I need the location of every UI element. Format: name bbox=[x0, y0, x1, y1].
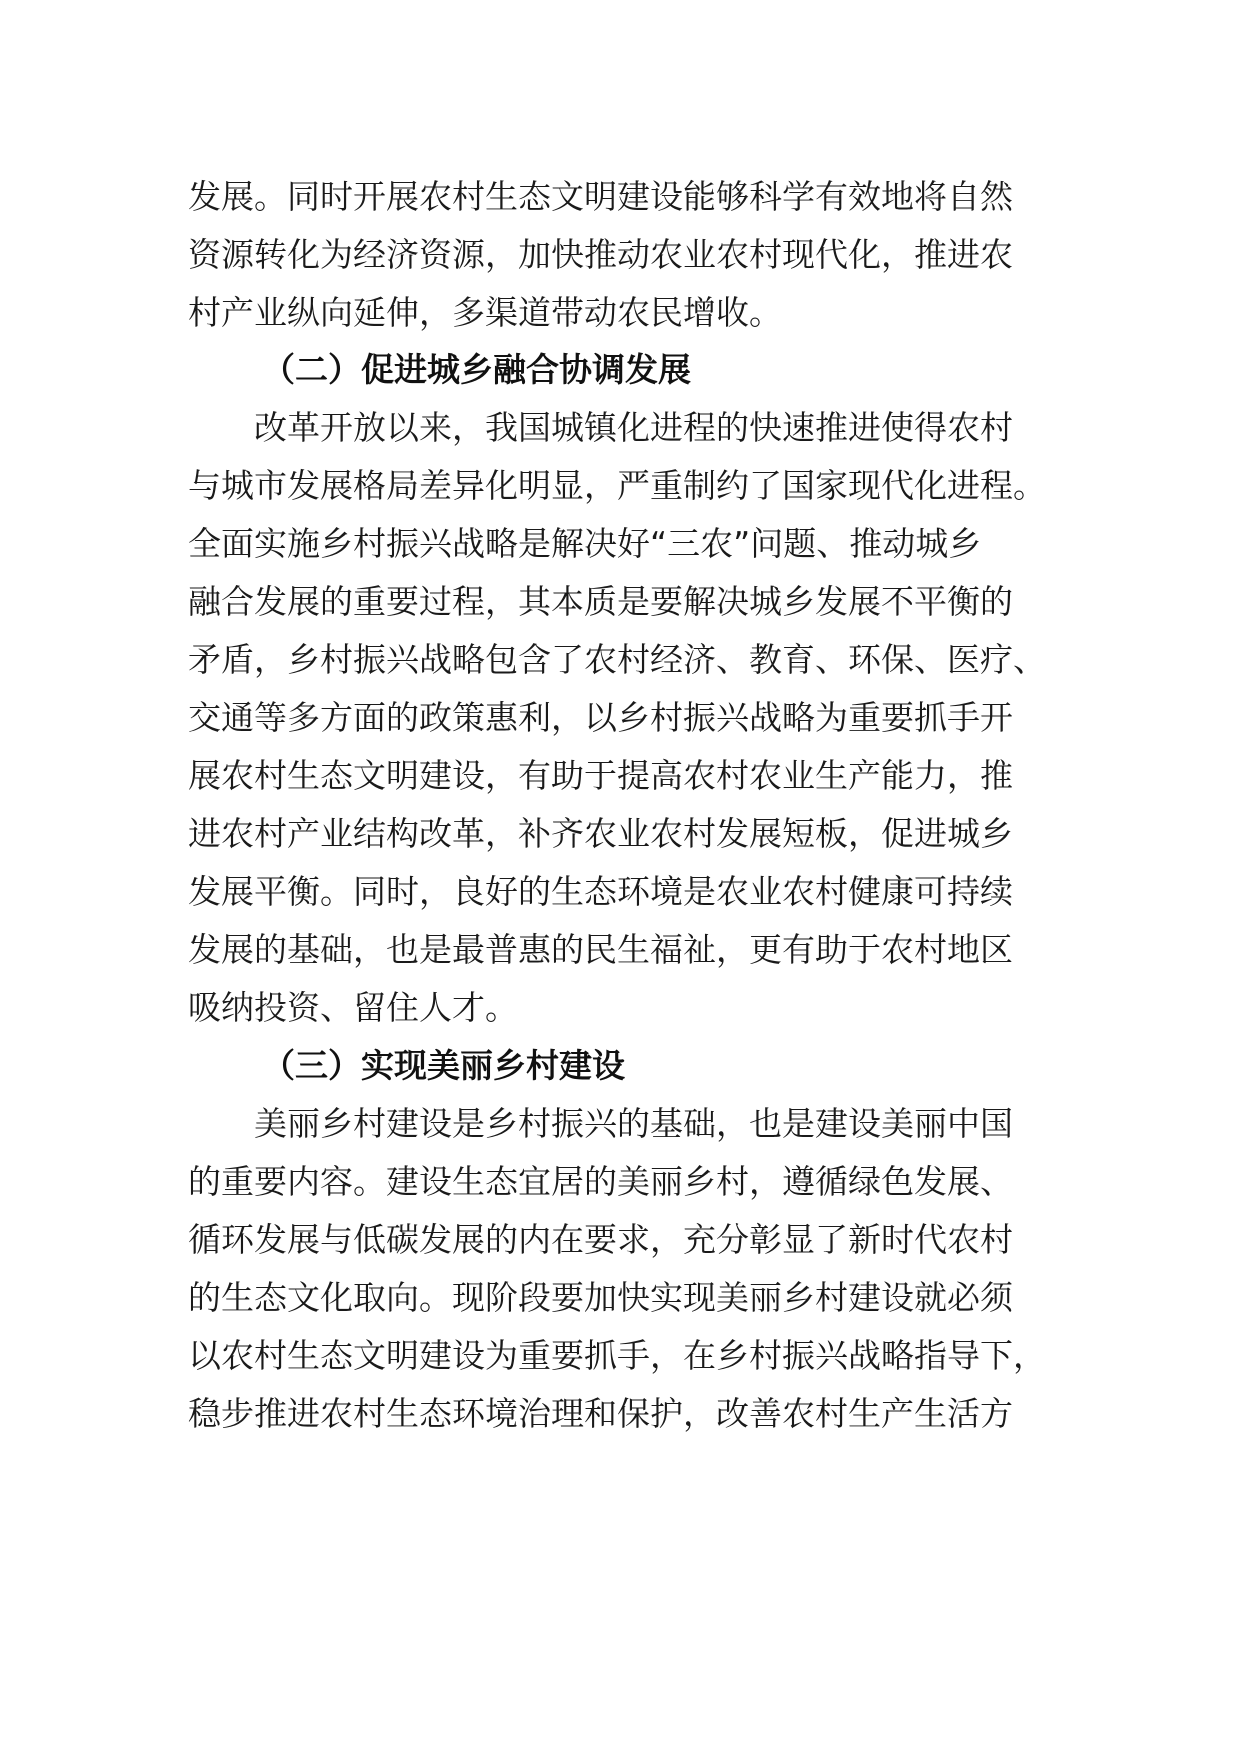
body-text-line: 进农村产业结构改革，补齐农业农村发展短板，促进城乡 bbox=[188, 814, 1013, 853]
body-text-line: 稳步推进农村生态环境治理和保护，改善农村生产生活方 bbox=[188, 1394, 1013, 1433]
body-text-line: 发展。同时开展农村生态文明建设能够科学有效地将自然 bbox=[188, 177, 1013, 216]
body-text-line: 矛盾，乡村振兴战略包含了农村经济、教育、环保、医疗、 bbox=[188, 640, 1046, 679]
body-text-line: 全面实施乡村振兴战略是解决好“三农”问题、推动城乡 bbox=[188, 524, 982, 563]
body-text-line: 村产业纵向延伸，多渠道带动农民增收。 bbox=[188, 293, 782, 332]
body-text-line: 与城市发展格局差异化明显，严重制约了国家现代化进程。 bbox=[188, 466, 1046, 505]
body-text-line: 以农村生态文明建设为重要抓手，在乡村振兴战略指导下， bbox=[188, 1336, 1046, 1375]
body-text-line: 发展平衡。同时，良好的生态环境是农业农村健康可持续 bbox=[188, 872, 1013, 911]
body-text-line: 资源转化为经济资源，加快推动农业农村现代化，推进农 bbox=[188, 235, 1013, 274]
body-text-line: 循环发展与低碳发展的内在要求，充分彰显了新时代农村 bbox=[188, 1220, 1013, 1259]
body-text-line: 展农村生态文明建设，有助于提高农村农业生产能力，推 bbox=[188, 756, 1013, 795]
body-text-line: 交通等多方面的政策惠利，以乡村振兴战略为重要抓手开 bbox=[188, 698, 1013, 737]
body-text-line: 的重要内容。建设生态宜居的美丽乡村，遵循绿色发展、 bbox=[188, 1162, 1013, 1201]
body-text-line: 改革开放以来，我国城镇化进程的快速推进使得农村 bbox=[254, 408, 1013, 447]
section-heading-2: （二）促进城乡融合协调发展 bbox=[262, 350, 691, 389]
body-text-line: 发展的基础，也是最普惠的民生福祉，更有助于农村地区 bbox=[188, 930, 1013, 969]
body-text-line: 融合发展的重要过程，其本质是要解决城乡发展不平衡的 bbox=[188, 582, 1013, 621]
body-text-line: 美丽乡村建设是乡村振兴的基础，也是建设美丽中国 bbox=[254, 1104, 1013, 1143]
body-text-line: 吸纳投资、留住人才。 bbox=[188, 988, 518, 1027]
section-heading-3: （三）实现美丽乡村建设 bbox=[262, 1046, 625, 1085]
body-text-line: 的生态文化取向。现阶段要加快实现美丽乡村建设就必须 bbox=[188, 1278, 1013, 1317]
